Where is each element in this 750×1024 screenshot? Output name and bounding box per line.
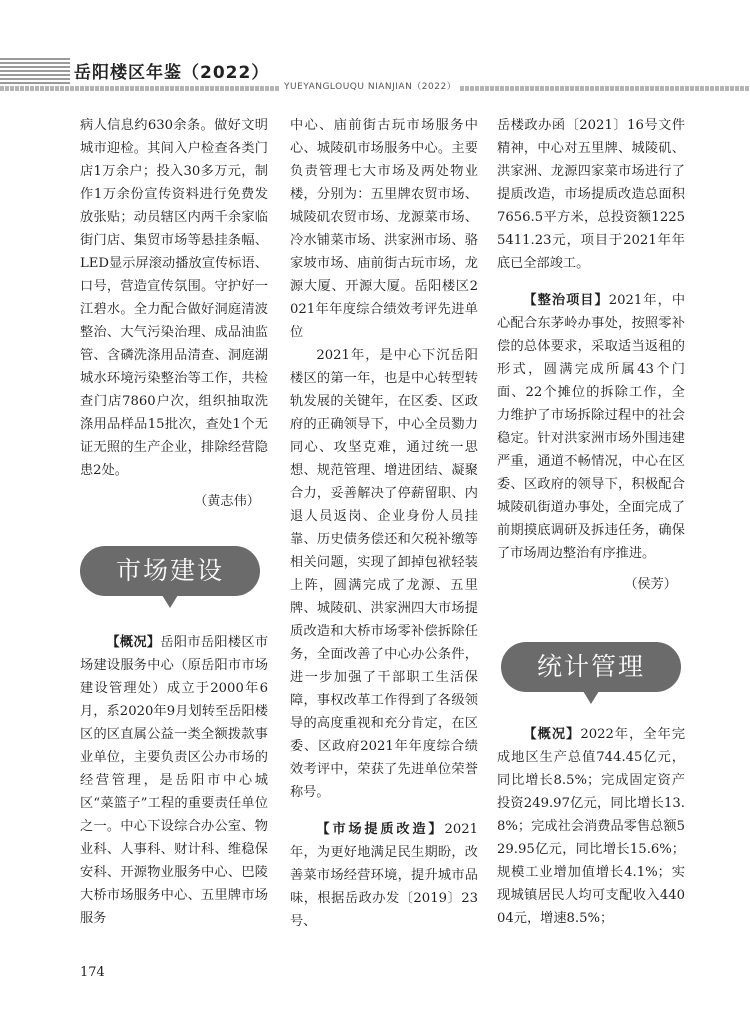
column-3 [497,114,685,596]
page-number: 174 [80,965,105,980]
paragraph-text: 2021年，中心配合东茅岭办事处，按照零补偿的总体要求，采取适当返租的形式，圆满完成所属43个门面、22个摊位的拆除工作，全力维护了市场拆除过程中的社会稳定。针对洪家洲市场外围违建严重，通道不畅情况，中心在区委、区政府的领导下，积极配合城陵矶街道办事处，全面完成了前期摸底调研及拆违任务，确保了市场周边整治有序推进。 [497,293,686,561]
running-header-title: 岳阳楼区年鉴（2022） [74,63,270,83]
author-signature: （黄志伟） [194,494,260,509]
author-signature: （侯芳） [624,577,677,592]
paragraph-upgrade-continued: 岳楼政办函〔2021〕16号文件精神，中心对五里牌、城陵矶、洪家洲、龙源四家菜市场进行了提质改造，市场提质改造总面积7656.5平方米，总投资额12255411.23元，项目于2021年年底已全部竣工。 [497,118,685,271]
paragraph-city-inspection: 病人信息约630余条。做好文明城市迎检。其间入户检查各类门店1万余户；投入30多万元，制作1万余份宣传资料进行免费发放张贴；动员辖区内两千余家临街门店、集贸市场等悬挂条幅、LED显示屏滚动播放宣传标语、口号，营造宣传氛围。守护好一江碧水。全力配合做好洞庭清波整治、大气污染治理、成品油监管、含磷洗涤用品清查、洞庭湖城水环境污染整治等工作，共检查门店7860户次，组织抽取洗涤用品样品15批次，查处1个无证无照的生产企业，排除经营隐患2处。 [80,118,268,478]
running-header-subtitle: YUEYANGLOUQU NIANJIAN（2022） [280,79,460,92]
section-title-market-construction: 市场建设 [80,546,260,596]
column-1 [80,114,268,513]
paragraph-market-list: 中心、庙前街古玩市场服务中心、城陵矶市场服务中心。主要负责管理七大市场及两处物业楼，分别为：五里牌农贸市场、城陵矶农贸市场、龙源菜市场、冷水铺菜市场、洪家洲市场、骆家坡市场、庙前街古玩市场，龙源大厦、开源大厦。岳阳楼区2021年年度综合绩效考评先进单位 [290,118,478,340]
column-1-lower [80,631,268,930]
paragraph-text: 2022年，全年完成地区生产总值744.45亿元，同比增长8.5%；完成固定资产投资249.97亿元，同比增长13.8%；完成社会消费品零售总额529.95亿元，同比增长15.6%；规模工业增加值增长4.1%；实现城镇居民人均可支配收入44004元，增速8.5%； [497,727,686,926]
paragraph-market-upgrade [290,818,478,933]
paragraph-statistics-overview [497,723,685,930]
paragraph-text: 岳阳市岳阳楼区市场建设服务中心（原岳阳市市场建设管理处）成立于2000年6月，系2020年9月划转至岳阳楼区的区直属公益一类全额拨款事业单位，主要负责区公办市场的经营管理，是岳阳市中心城区“菜篮子”工程的重要责任单位之一。中心下设综合办公室、物业科、人事科、财计科、维稳保安科、开源物业服务中心、巴陵大桥市场服务中心、五里牌市场服务 [80,635,269,926]
paragraph-text: 2021年，为更好地满足民生期盼，改善菜市场经营环境，提升城市品味，根据岳政办发〔2019〕23号、 [290,822,478,929]
paragraph-overview [80,631,268,930]
column-3-lower [497,723,685,930]
paragraph-tag: 【概况】 [523,727,581,742]
paragraph-tag: 【整治项目】 [523,293,609,308]
paragraph-tag: 【概况】 [106,635,161,650]
column-2 [290,114,478,933]
paragraph-2021-summary: 2021年，是中心下沉岳阳楼区的第一年，也是中心转型转轨发展的关键年，在区委、区政府的正确领导下，中心全员勠力同心、攻坚克难，通过统一思想、规范管理、增进团结、凝聚合力，妥善解决了停薪留职、内退人员返岗、企业身份人员挂靠、历史债务偿还和欠税补缴等相关问题，实现了卸掉包袱轻装上阵，圆满完成了龙源、五里牌、城陵矶、洪家洲四大市场提质改造和大桥市场零补偿拆除任务，全面改善了中心办公条件，进一步加强了干部职工生活保障，事权改革工作得到了各级领导的高度重视和充分肯定，在区委、区政府2021年年度综合绩效考评中，荣获了先进单位荣誉称号。 [290,348,478,800]
header-stripes-decoration [0,58,70,86]
paragraph-rectification [497,289,685,565]
section-title-statistics: 统计管理 [501,642,681,692]
paragraph-tag: 【市场提质改造】 [316,822,445,837]
